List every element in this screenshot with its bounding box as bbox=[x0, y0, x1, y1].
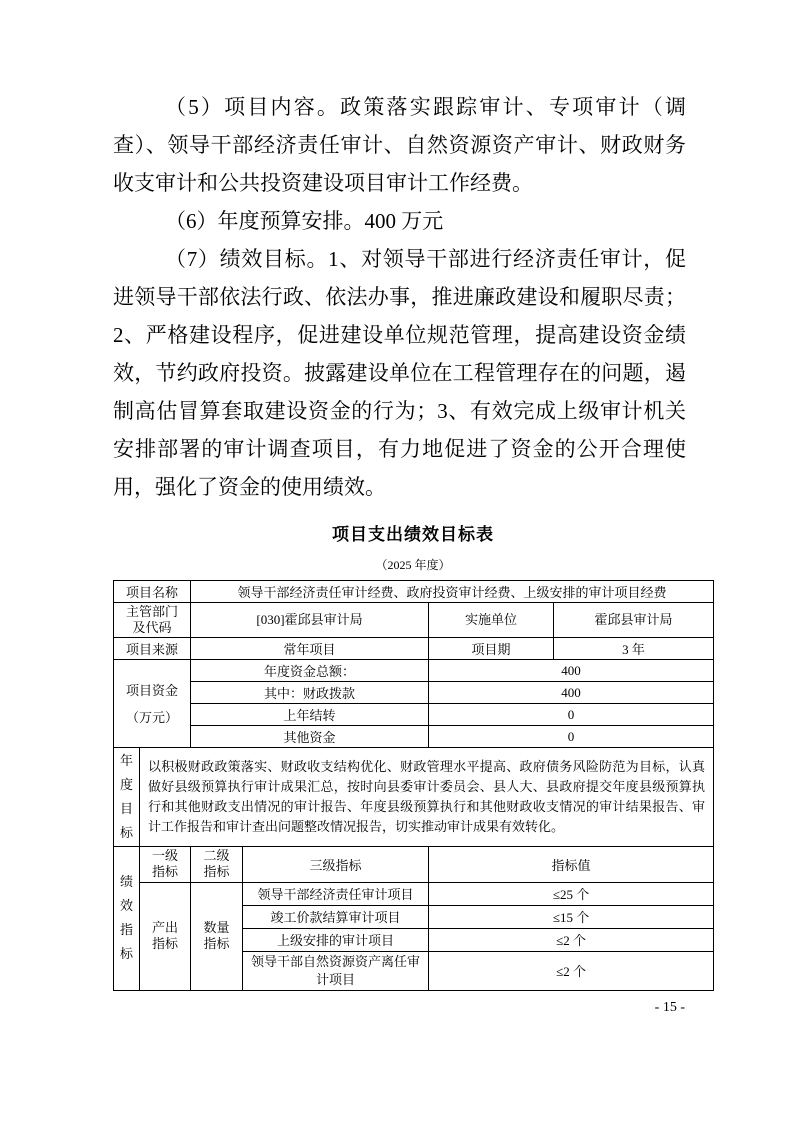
level2-indicator-value bbox=[191, 882, 243, 990]
header-level2-text: 二级指标 bbox=[203, 848, 230, 880]
project-source-value: 常年项目 bbox=[191, 638, 429, 660]
header-level2-indicator bbox=[191, 847, 243, 883]
fund-carryover-label: 上年结转 bbox=[191, 704, 429, 726]
project-name-label: 项目名称 bbox=[114, 581, 191, 603]
project-period-label: 项目期 bbox=[429, 638, 554, 660]
department-label-line1: 主管部门 bbox=[126, 604, 179, 619]
page-number: - 15 - bbox=[654, 999, 685, 1015]
department-label bbox=[114, 603, 191, 638]
fund-other-value: 0 bbox=[429, 726, 714, 748]
paragraph-performance-goal: （7）绩效目标。1、对领导干部进行经济责任审计，促进领导干部依法行政、依法办事，推进廉政建设和履职尽责；2、严格建设程序，促进建设单位规范管理，提高建设资金绩效，节约政府投资。披露建设单位在工程管理存在的问题，遏制高估冒算套取建设资金的行为；3、有效完成上级审计机关安排部署的审计调查项目，有力地促进了资金的公开合理使用，强化了资金的使用绩效。 bbox=[113, 247, 686, 499]
level1-indicator-value bbox=[140, 882, 191, 990]
indicator-3-value: ≤2 个 bbox=[429, 928, 714, 951]
row-department bbox=[114, 603, 714, 638]
body-text-block bbox=[0, 0, 793, 506]
project-name-value: 领导干部经济责任审计经费、政府投资审计经费、上级安排的审计项目经费 bbox=[191, 581, 714, 603]
header-level3-indicator: 三级指标 bbox=[243, 847, 429, 883]
table-title: 项目支出绩效目标表 bbox=[332, 525, 494, 544]
row-fund-other bbox=[114, 726, 714, 748]
performance-indicator-label-text: 绩效指标 bbox=[119, 874, 133, 962]
row-fund-total bbox=[114, 660, 714, 682]
indicator-1-name: 领导干部经济责任审计项目 bbox=[243, 882, 429, 905]
fund-fiscal-value: 400 bbox=[429, 682, 714, 704]
header-level1-text: 一级指标 bbox=[151, 848, 178, 880]
project-funds-label-line2: （万元） bbox=[126, 709, 179, 725]
header-level1-indicator bbox=[140, 847, 191, 883]
row-project-name bbox=[114, 581, 714, 603]
row-fund-carryover bbox=[114, 704, 714, 726]
indicator-2-value: ≤15 个 bbox=[429, 905, 714, 928]
table-subtitle: （2025 年度） bbox=[375, 558, 451, 572]
fund-fiscal-label: 其中：财政拨款 bbox=[191, 682, 429, 704]
row-annual-goal bbox=[114, 748, 714, 847]
row-indicator-1 bbox=[114, 882, 714, 905]
level2-indicator-text: 数量指标 bbox=[203, 919, 230, 952]
row-indicator-header bbox=[114, 847, 714, 883]
fund-carryover-value: 0 bbox=[429, 704, 714, 726]
fund-other-label: 其他资金 bbox=[191, 726, 429, 748]
project-funds-label-line1: 项目资金 bbox=[126, 682, 179, 698]
performance-indicator-label bbox=[114, 847, 140, 991]
performance-target-table bbox=[113, 580, 714, 991]
project-period-value: 3 年 bbox=[554, 638, 714, 660]
impl-unit-value: 霍邱县审计局 bbox=[554, 603, 714, 638]
indicator-4-value: ≤2 个 bbox=[429, 951, 714, 990]
row-project-source bbox=[114, 638, 714, 660]
department-label-line2: 及代码 bbox=[132, 620, 172, 635]
header-indicator-value: 指标值 bbox=[429, 847, 714, 883]
department-value: [030]霍邱县审计局 bbox=[191, 603, 429, 638]
fund-total-value: 400 bbox=[429, 660, 714, 682]
paragraph-annual-budget: （6）年度预算安排。400 万元 bbox=[165, 209, 444, 233]
indicator-4-name: 领导干部自然资源资产离任审计项目 bbox=[243, 951, 429, 990]
indicator-1-value: ≤25 个 bbox=[429, 882, 714, 905]
project-source-label: 项目来源 bbox=[114, 638, 191, 660]
annual-goal-text: 以积极财政政策落实、财政收支结构优化、财政管理水平提高、政府债务风险防范为目标，认真做好县级预算执行审计成果汇总，按时向县委审计委员会、县人大、县政府提交年度县级预算执行和其他财政支出情况的审计报告、年度县级预算执行和其他财政收支情况的审计结果报告、审计工作报告和审计查出问题整改情况报告，切实推动审计成果有效转化。 bbox=[140, 748, 714, 847]
level1-indicator-text: 产出指标 bbox=[151, 919, 178, 952]
annual-goal-label-text: 年度目标 bbox=[119, 753, 133, 841]
fund-total-label: 年度资金总额： bbox=[191, 660, 429, 682]
indicator-3-name: 上级安排的审计项目 bbox=[243, 928, 429, 951]
project-funds-label bbox=[114, 660, 191, 748]
annual-goal-label bbox=[114, 748, 140, 847]
row-fund-fiscal bbox=[114, 682, 714, 704]
paragraph-project-content: （5）项目内容。政策落实跟踪审计、专项审计（调查）、领导干部经济责任审计、自然资源资产审计、财政财务收支审计和公共投资建设项目审计工作经费。 bbox=[113, 95, 686, 195]
impl-unit-label: 实施单位 bbox=[429, 603, 554, 638]
indicator-2-name: 竣工价款结算审计项目 bbox=[243, 905, 429, 928]
